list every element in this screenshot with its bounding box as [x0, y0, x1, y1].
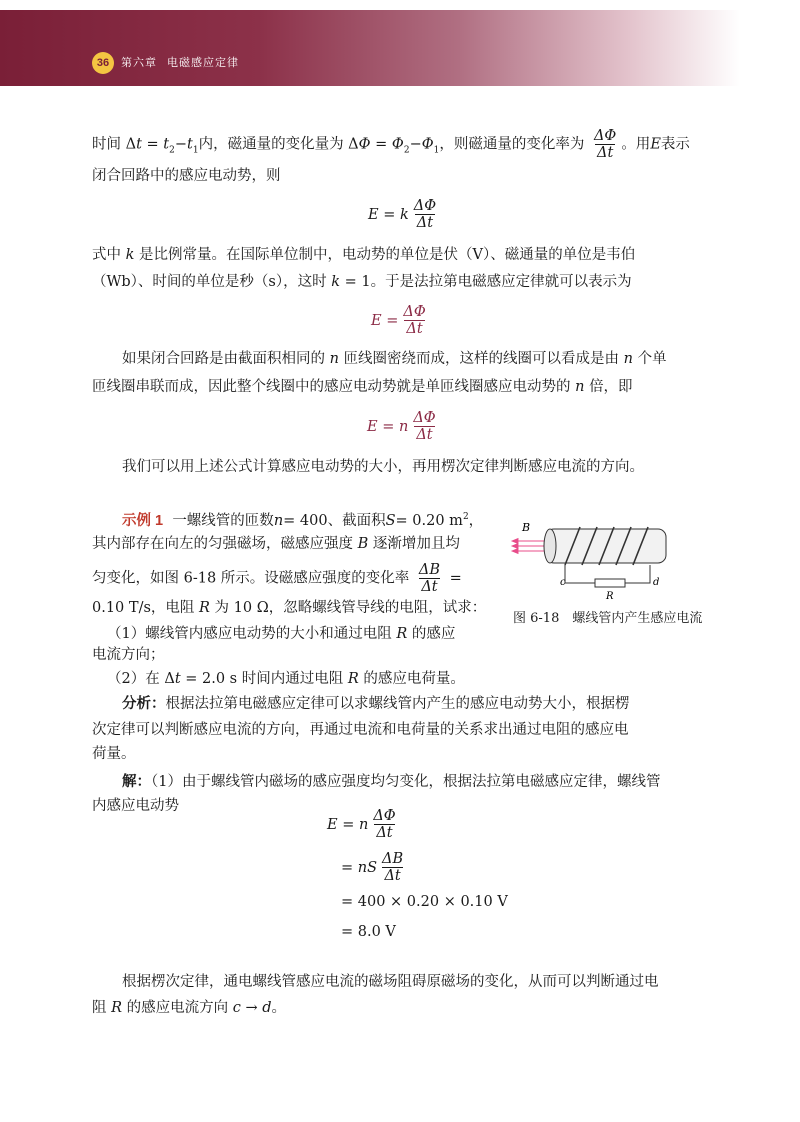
denominator: Δt — [596, 145, 614, 161]
text: 是比例常量。在国际单位制中，电动势的单位是伏（V）、磁通量的单位是韦伯 — [139, 247, 636, 263]
math: E — [368, 206, 379, 223]
text: 的感应 — [411, 626, 456, 642]
chapter-heading — [121, 54, 249, 70]
math: c → d — [232, 1000, 272, 1016]
text: 式中 — [92, 247, 121, 263]
fraction — [592, 128, 618, 161]
math: n — [273, 512, 284, 529]
fraction — [401, 304, 427, 337]
text: 。用 — [621, 136, 651, 153]
denominator: Δt — [416, 427, 433, 443]
text: 匝线圈密绕而成，这样的线圈可以看成是由 — [343, 351, 620, 367]
denominator: Δt — [416, 215, 434, 231]
numerator: ΔΦ — [413, 198, 437, 214]
figure-caption: 图 6-18 螺线管内产生感应电流 — [513, 611, 703, 626]
math: k — [399, 206, 409, 223]
example-label: 示例 1 — [122, 512, 164, 529]
example-line: 电流方向； — [92, 647, 165, 663]
math: t = t — [136, 136, 170, 153]
math: k — [125, 247, 135, 263]
math: E — [371, 312, 382, 329]
text: 。 — [271, 1000, 287, 1016]
math: = — [382, 418, 395, 435]
denominator: Δt — [421, 579, 438, 595]
denominator: Δt — [376, 825, 393, 841]
math: n — [329, 351, 339, 367]
numerator: ΔΦ — [413, 410, 436, 426]
solution-step-3: = 400 × 0.20 × 0.10 V — [341, 894, 508, 910]
text: ，则磁通量的变化率为 — [439, 136, 585, 153]
fig-label-c: c — [560, 577, 566, 588]
numerator: ΔB — [418, 562, 441, 578]
math: n — [623, 351, 634, 367]
text: 表示 — [660, 136, 690, 153]
math: −t — [174, 136, 193, 153]
numerator: ΔΦ — [403, 304, 426, 320]
math: = — [386, 312, 399, 329]
paragraph-line: 我们可以用上述公式计算感应电动势的大小，再用楞次定律判断感应电流的方向。 — [122, 459, 644, 475]
text: = 1。于是法拉第电磁感应定律就可以表示为 — [344, 274, 632, 290]
text: 匝线圈串联而成，因此整个线圈中的感应电动势就是单匝线圈感应电动势的 — [92, 379, 571, 395]
text: （1）螺线管内感应电动势的大小和通过电阻 — [107, 626, 392, 642]
text: （2）在 Δ — [107, 671, 175, 687]
math: 1 — [192, 145, 199, 156]
text: 一螺线管的匝数 — [172, 512, 274, 529]
solenoid — [544, 527, 666, 583]
text: = 2.0 s 时间内通过电阻 — [185, 671, 344, 687]
chapter-label: 第六章 — [121, 57, 157, 69]
text: （Wb）、时间的单位是秒（s），这时 — [92, 274, 327, 290]
solution-step-1 — [327, 808, 401, 841]
text: 倍，即 — [589, 379, 633, 395]
page-number-badge: 36 — [92, 52, 114, 74]
fig-label-d: d — [653, 577, 660, 588]
header-band — [0, 10, 740, 86]
math: E — [650, 136, 661, 153]
fig-label-b: B — [522, 521, 531, 534]
conclusion-line — [92, 994, 712, 1022]
text: 阻 — [92, 1000, 107, 1016]
math: n — [398, 418, 409, 435]
text: = 400、截面积 — [283, 512, 386, 529]
text: 逐渐增加且均 — [372, 536, 460, 552]
math: R — [111, 1000, 123, 1016]
formula-n-turns — [367, 410, 441, 443]
math: R — [396, 626, 408, 642]
text: 为 10 Ω，忽略螺线管导线的电阻，试求： — [214, 600, 487, 616]
text: 其内部存在向左的匀强磁场，磁感应强度 — [92, 536, 353, 552]
denominator: Δt — [384, 868, 401, 884]
math: 2 — [169, 145, 175, 156]
text: = — [449, 570, 462, 587]
example-line — [107, 665, 727, 693]
text: 0.10 T/s，电阻 — [92, 600, 195, 616]
analysis-line: 次定律可以判断感应电流的方向，再通过电流和电荷量的关系求出通过电阻的感应电 — [92, 722, 629, 738]
math: n — [575, 379, 585, 395]
solution-step-2 — [341, 851, 408, 884]
math: R — [199, 600, 210, 616]
example-line: 示例 1 一螺线管的匝数n= 400、截面积S= 0.20 $m^2$， — [122, 512, 484, 529]
math: 2 — [462, 512, 469, 522]
chapter-title: 电磁感应定律 — [167, 57, 239, 69]
denominator: Δt — [406, 321, 423, 337]
math: = — [341, 859, 354, 876]
math: −Φ — [409, 136, 434, 153]
math: 2 — [403, 145, 410, 156]
math: E — [327, 816, 338, 833]
paragraph-line — [92, 268, 712, 296]
paragraph-line — [92, 373, 712, 401]
fraction — [371, 808, 397, 841]
fig-label-r: R — [606, 591, 614, 600]
text: （1）由于螺线管内磁场的感应强度均匀变化，根据法拉第电磁感应定律，螺线管 — [151, 774, 661, 790]
fraction — [411, 410, 437, 443]
conclusion-line: 根据楞次定律，通电螺线管感应电流的磁场阻碍原磁场的变化，从而可以判断通过电 — [122, 974, 659, 990]
math: 1 — [433, 145, 440, 156]
math: n — [358, 816, 369, 833]
math: = — [383, 206, 396, 223]
math: k — [331, 274, 341, 290]
solution-line: 内感应电动势 — [92, 798, 179, 814]
text: 的感应电荷量。 — [363, 671, 465, 687]
fraction — [417, 562, 442, 595]
formula-faraday — [371, 304, 431, 337]
paragraph-line: 闭合回路中的感应电动势，则 — [92, 168, 281, 184]
math: R — [347, 671, 359, 687]
solenoid-figure — [510, 515, 710, 600]
numerator: ΔΦ — [593, 128, 617, 144]
analysis-line: 荷量。 — [92, 746, 136, 762]
resistor — [595, 579, 625, 587]
text: 时间 Δ — [92, 136, 137, 153]
text: 根据法拉第电磁感应定律可以求螺线管内产生的感应电动势大小，根据楞 — [165, 696, 630, 712]
analysis-line — [122, 690, 742, 718]
fraction — [412, 198, 438, 231]
text: 的感应电流方向 — [126, 1000, 229, 1016]
text: = 0.20 m — [395, 512, 463, 529]
text: 匀变化，如图 6-18 所示。设磁感应强度的变化率 — [92, 570, 410, 587]
fraction — [380, 851, 405, 884]
paragraph-line — [92, 128, 712, 164]
math: B — [357, 536, 369, 552]
paragraph-line — [92, 241, 712, 269]
numerator: ΔB — [382, 851, 404, 867]
solution-step-4: = 8.0 V — [341, 924, 396, 940]
numerator: ΔΦ — [373, 808, 396, 824]
math: nS — [357, 859, 378, 876]
math: S — [385, 512, 396, 529]
field-lines — [512, 539, 544, 554]
math: = — [342, 816, 355, 833]
analysis-label: 分析： — [122, 696, 166, 712]
text: 如果闭合回路是由截面积相同的 — [122, 351, 325, 367]
paragraph-line — [122, 345, 742, 373]
solution-label: 解： — [122, 774, 151, 790]
formula-e-k — [368, 198, 441, 231]
text: 内，磁通量的变化量为 Δ — [198, 136, 359, 153]
math: Φ = Φ — [358, 136, 404, 153]
text: 个单 — [637, 351, 667, 367]
math: E — [367, 418, 378, 435]
math: t — [174, 671, 181, 687]
